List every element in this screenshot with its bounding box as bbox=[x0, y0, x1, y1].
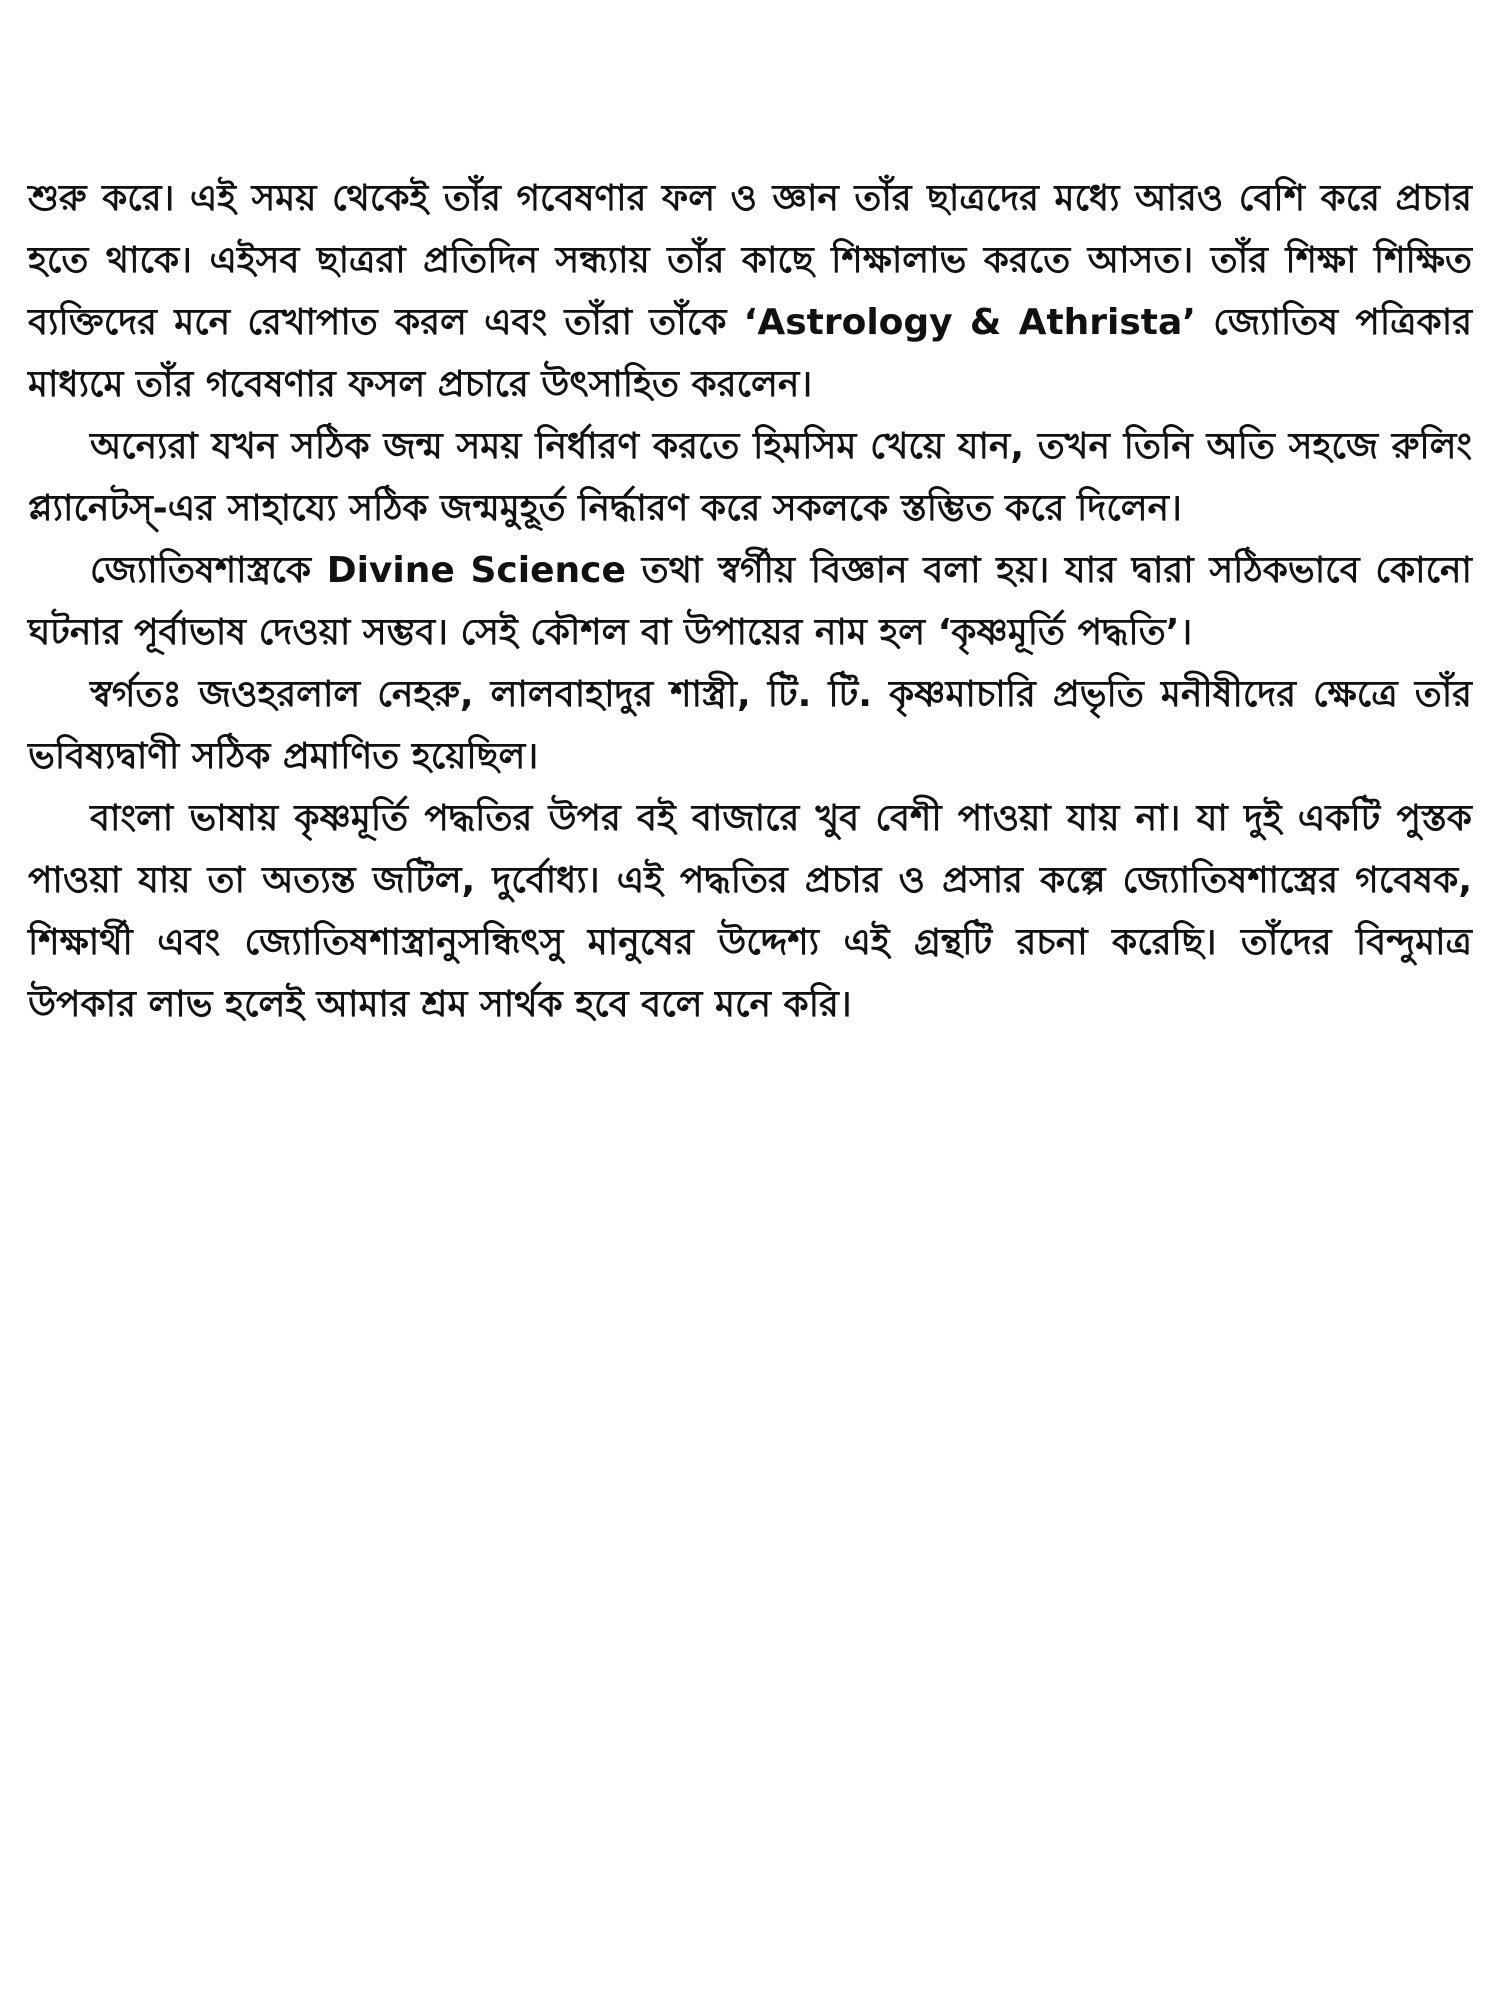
paragraph-book-purpose: বাংলা ভাষায় কৃষ্ণমূর্তি পদ্ধতির উপর বই বাজারে খুব বেশী পাওয়া যায় না। যা দুই একটি পুস্তক পাওয়া যায় তা অত্যন্ত জটিল, দুর্বোধ্য। এই পদ্ধতির প্রচার ও প্রসার কল্পে জ্যোতিষশাস্ত্রের গবেষক, শিক্ষার্থী এবং জ্যোতিষশাস্ত্রানুসন্ধিৎসু মানুষের উদ্দেশ্য এই গ্রন্থটি রচনা করেছি। তাঁদের বিন্দুমাত্র উপকার লাভ হলেই আমার শ্রম সার্থক হবে বলে মনে করি। bbox=[28, 798, 1472, 1025]
document-body bbox=[28, 168, 1472, 1036]
paragraph-divine-science: জ্যোতিষশাস্ত্রকে Divine Science তথা স্বর্গীয় বিজ্ঞান বলা হয়। যার দ্বারা সঠিকভাবে কোনো ঘটনার পূর্বাভাষ দেওয়া সম্ভব। সেই কৌশল বা উপায়ের নাম হল ‘কৃষ্ণমূর্তি পদ্ধতি’। bbox=[28, 550, 1472, 653]
paragraph-birth-time: অন্যেরা যখন সঠিক জন্ম সময় নির্ধারণ করতে হিমসিম খেয়ে যান, তখন তিনি অতি সহজে রুলিং প্ল্যানেটস্-এর সাহায্যে সঠিক জন্মমুহূর্ত নির্দ্ধারণ করে সকলকে স্তম্ভিত করে দিলেন। bbox=[28, 426, 1472, 529]
paragraph-predictions: স্বর্গতঃ জওহরলাল নেহরু, লালবাহাদুর শাস্ত্রী, টি. টি. কৃষ্ণমাচারি প্রভৃতি মনীষীদের ক্ষেত্রে তাঁর ভবিষ্যদ্বাণী সঠিক প্রমাণিত হয়েছিল। bbox=[28, 674, 1472, 777]
paragraph-continuation: শুরু করে। এই সময় থেকেই তাঁর গবেষণার ফল ও জ্ঞান তাঁর ছাত্রদের মধ্যে আরও বেশি করে প্রচার হতে থাকে। এইসব ছাত্ররা প্রতিদিন সন্ধ্যায় তাঁর কাছে শিক্ষালাভ করতে আসত। তাঁর শিক্ষা শিক্ষিত ব্যক্তিদের মনে রেখাপাত করল এবং তাঁরা তাঁকে ‘Astrology & Athrista’ জ্যোতিষ পত্রিকার মাধ্যমে তাঁর গবেষণার ফসল প্রচারে উৎসাহিত করলেন। bbox=[28, 178, 1472, 405]
